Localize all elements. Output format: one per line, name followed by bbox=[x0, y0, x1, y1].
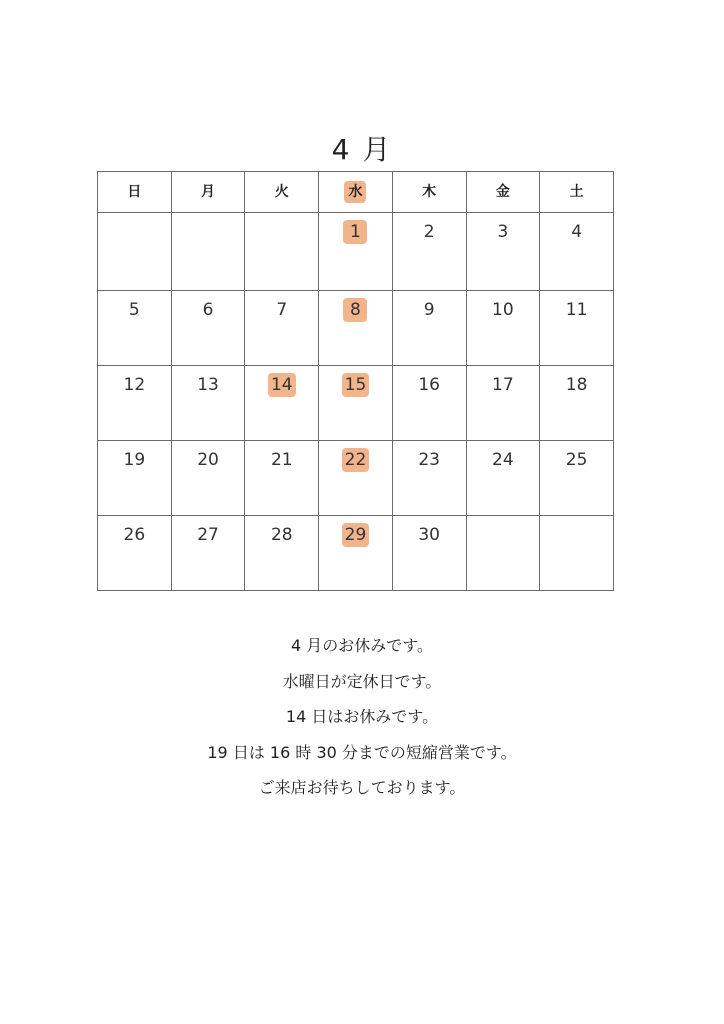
weekday-thu: 木 bbox=[392, 172, 466, 213]
day-number: 19 bbox=[123, 450, 146, 470]
weekday-tue: 火 bbox=[245, 172, 319, 213]
day-cell bbox=[466, 213, 540, 291]
day-cell bbox=[466, 441, 540, 516]
day-cell bbox=[245, 366, 319, 441]
calendar-grid bbox=[97, 171, 614, 591]
day-cell bbox=[319, 366, 393, 441]
day-cell bbox=[245, 291, 319, 366]
day-number: 6 bbox=[202, 300, 214, 320]
day-cell bbox=[245, 516, 319, 591]
day-number: 3 bbox=[497, 222, 509, 242]
day-cell bbox=[171, 291, 245, 366]
day-number-closed: 29 bbox=[342, 523, 370, 547]
day-cell bbox=[319, 516, 393, 591]
weekday-sat: 土 bbox=[540, 172, 614, 213]
day-number: 28 bbox=[270, 525, 293, 545]
day-number: 4 bbox=[571, 222, 583, 242]
day-cell bbox=[319, 441, 393, 516]
day-number: 16 bbox=[418, 375, 440, 395]
week-row bbox=[98, 366, 614, 441]
day-number: 27 bbox=[197, 525, 219, 545]
day-cell bbox=[392, 516, 466, 591]
day-cell bbox=[171, 441, 245, 516]
day-number: 10 bbox=[492, 300, 514, 320]
day-number: 17 bbox=[492, 375, 514, 395]
day-number-closed: 22 bbox=[342, 448, 370, 472]
day-cell bbox=[540, 366, 614, 441]
weekday-mon: 月 bbox=[171, 172, 245, 213]
week-row bbox=[98, 441, 614, 516]
notice-line: 水曜日が定休日です。 bbox=[282, 671, 442, 691]
day-cell bbox=[466, 291, 540, 366]
day-number-closed: 14 bbox=[268, 373, 296, 397]
day-cell bbox=[98, 441, 172, 516]
week-row bbox=[98, 516, 614, 591]
day-number: 7 bbox=[276, 300, 288, 320]
day-cell bbox=[245, 441, 319, 516]
day-cell bbox=[392, 366, 466, 441]
day-cell bbox=[98, 366, 172, 441]
day-number: 23 bbox=[418, 450, 440, 470]
day-number: 2 bbox=[423, 222, 435, 242]
day-cell bbox=[171, 366, 245, 441]
day-cell bbox=[392, 441, 466, 516]
day-cell bbox=[319, 291, 393, 366]
day-cell bbox=[540, 213, 614, 291]
weekday-sun: 日 bbox=[98, 172, 172, 213]
notice-line: 4 月のお休みです。 bbox=[291, 636, 433, 655]
day-number-closed: 8 bbox=[343, 298, 367, 322]
weekday-wed: 水 bbox=[319, 172, 393, 213]
weekday-header-row bbox=[98, 172, 614, 213]
day-number: 9 bbox=[423, 300, 435, 320]
notice-line: ご来店お待ちしております。 bbox=[258, 778, 466, 797]
weekday-fri: 金 bbox=[466, 172, 540, 213]
day-cell bbox=[98, 291, 172, 366]
day-cell bbox=[171, 516, 245, 591]
day-number: 12 bbox=[123, 375, 146, 395]
day-cell bbox=[392, 291, 466, 366]
calendar-title: 4 月 bbox=[331, 133, 393, 166]
notice-text bbox=[0, 633, 724, 811]
day-number: 30 bbox=[418, 525, 440, 545]
day-cell bbox=[319, 213, 393, 291]
day-number: 20 bbox=[197, 450, 219, 470]
week-row bbox=[98, 291, 614, 366]
day-number: 26 bbox=[123, 525, 146, 545]
day-number: 21 bbox=[270, 450, 293, 470]
notice-line: 14 日はお休みです。 bbox=[285, 707, 439, 726]
week-row bbox=[98, 213, 614, 291]
day-number-closed: 15 bbox=[342, 373, 370, 397]
day-number: 5 bbox=[128, 300, 140, 320]
day-cell bbox=[245, 213, 319, 291]
day-cell bbox=[392, 213, 466, 291]
notice-line: 19 日は 16 時 30 分までの短縮営業です。 bbox=[207, 742, 517, 762]
day-number-closed: 1 bbox=[343, 220, 367, 244]
day-cell bbox=[98, 516, 172, 591]
day-cell bbox=[466, 366, 540, 441]
day-number: 13 bbox=[197, 375, 219, 395]
day-number: 24 bbox=[492, 450, 514, 470]
day-number: 25 bbox=[565, 450, 588, 470]
day-cell bbox=[98, 213, 172, 291]
day-cell bbox=[171, 213, 245, 291]
day-cell bbox=[466, 516, 540, 591]
day-number: 11 bbox=[565, 300, 588, 320]
day-cell bbox=[540, 441, 614, 516]
day-cell bbox=[540, 516, 614, 591]
day-cell bbox=[540, 291, 614, 366]
day-number: 18 bbox=[565, 375, 588, 395]
